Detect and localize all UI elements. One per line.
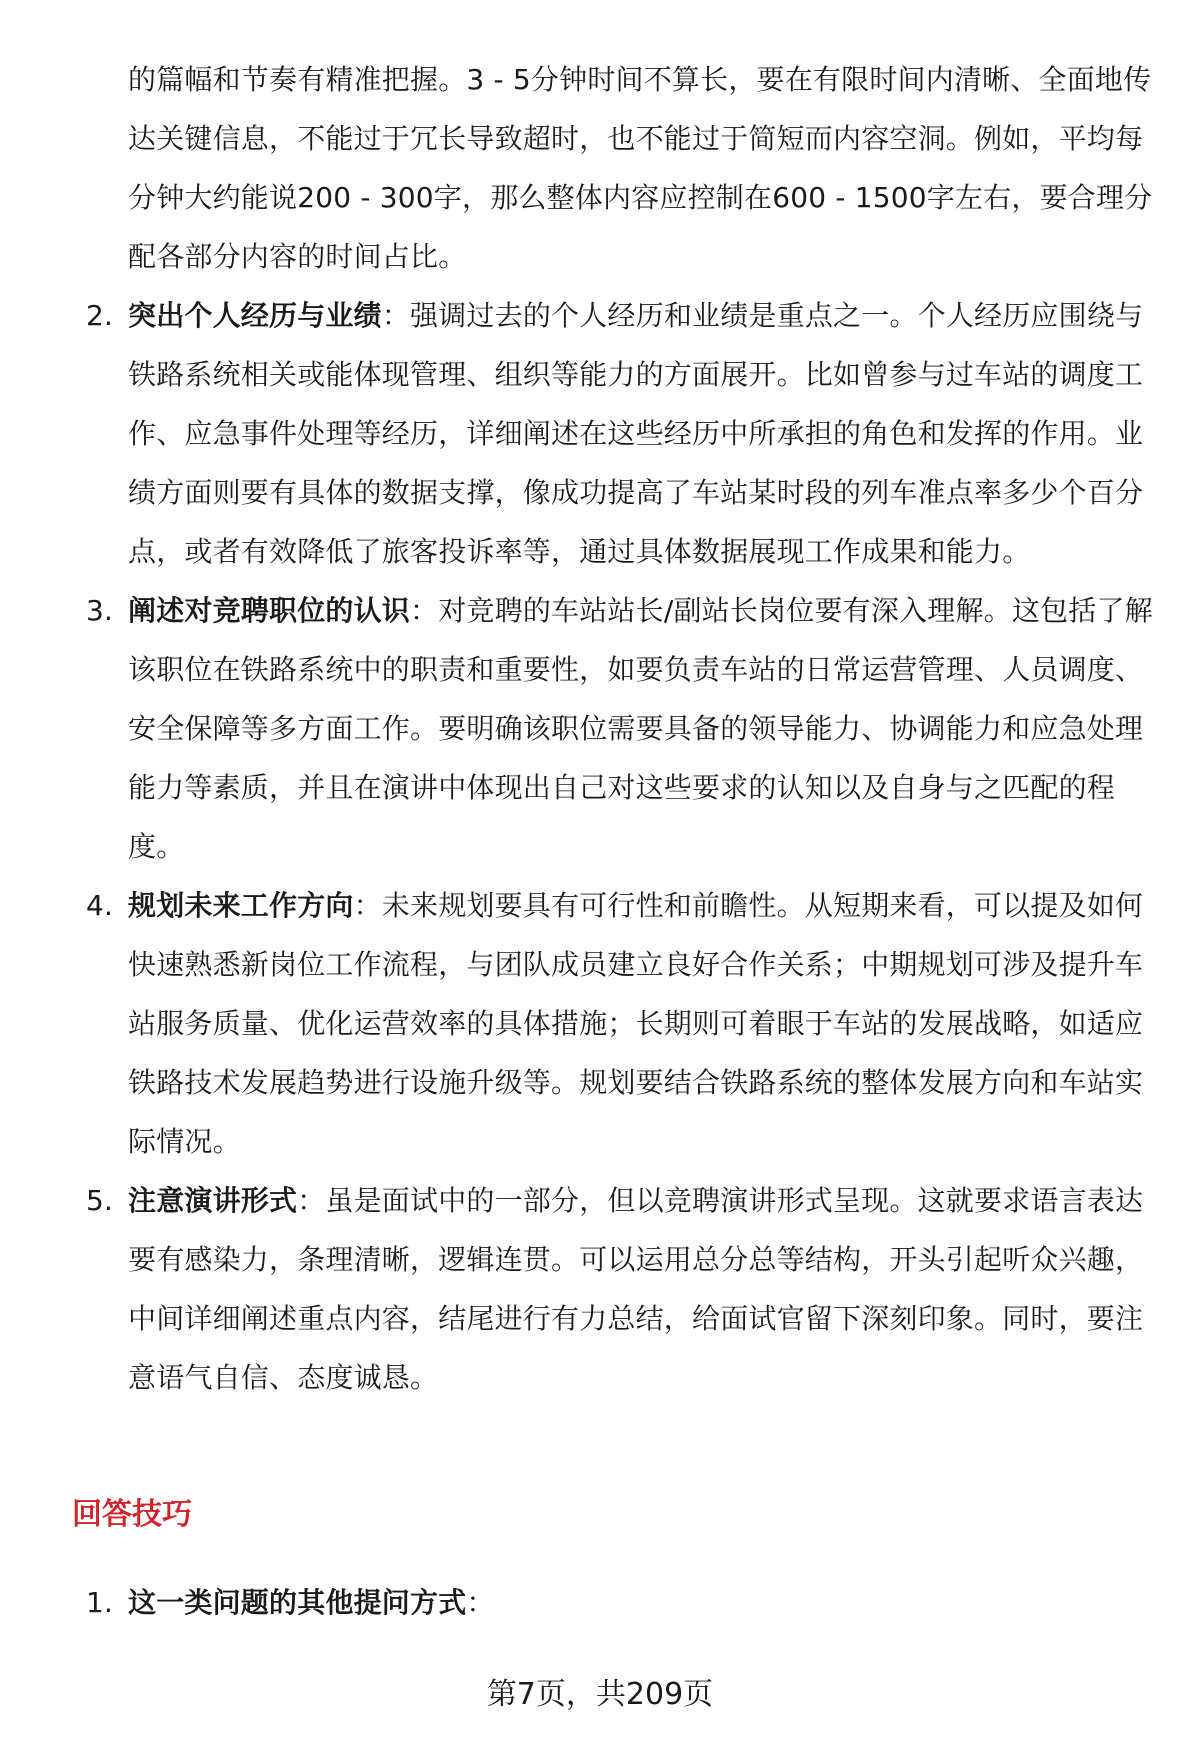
list-term: 这一类问题的其他提问方式: [128, 1586, 467, 1619]
list-term: 规划未来工作方向: [128, 889, 354, 922]
intro-paragraph: 的篇幅和节奏有精准把握。3 - 5分钟时间不算长，要在有限时间内清晰、全面地传达关键信息，不能过于冗长导致超时，也不能过于简短而内容空洞。例如，平均每分钟大约能说200 - 300字，那么整体内容应控制在600 - 1500字左右，要合理分配各部分内容的时间占比。: [128, 63, 1153, 273]
list-text: ：: [466, 1586, 495, 1619]
list-text: ：未来规划要具有可行性和前瞻性。从短期来看，可以提及如何快速熟悉新岗位工作流程，与团队成员建立良好合作关系；中期规划可涉及提升车站服务质量、优化运营效率的具体措施；长期则可着眼于车站的发展战略，如适应铁路技术发展趋势进行设施升级等。规划要结合铁路系统的整体发展方向和车站实际情况。: [128, 889, 1144, 1158]
list-number: 3.: [86, 594, 114, 627]
section-heading: 回答技巧: [72, 1497, 192, 1532]
list-text: ：虽是面试中的一部分，但以竞聘演讲形式呈现。这就要求语言表达要有感染力，条理清晰，逻辑连贯。可以运用总分总等结构，开头引起听众兴趣，中间详细阐述重点内容，结尾进行有力总结，给面试官留下深刻印象。同时，要注意语气自信、态度诚恳。: [128, 1184, 1144, 1394]
list-text: ：强调过去的个人经历和业绩是重点之一。个人经历应围绕与铁路系统相关或能体现管理、组织等能力的方面展开。比如曾参与过车站的调度工作、应急事件处理等经历，详细阐述在这些经历中所承担的角色和发挥的作用。业绩方面则要有具体的数据支撑，像成功提高了车站某时段的列车准点率多少个百分点，或者有效降低了旅客投诉率等，通过具体数据展现工作成果和能力。: [128, 299, 1144, 568]
list-item: [72, 1573, 1162, 1632]
page-footer: 第7页，共209页: [486, 1677, 714, 1712]
list-number: 2.: [86, 299, 114, 332]
list-item: [72, 1171, 1162, 1407]
list-text: ：对竞聘的车站站长/副站长岗位要有深入理解。这包括了解该职位在铁路系统中的职责和重要性，如要负责车站的日常运营管理、人员调度、安全保障等多方面工作。要明确该职位需要具备的领导能力、协调能力和应急处理能力等素质，并且在演讲中体现出自己对这些要求的认知以及自身与之匹配的程度。: [128, 594, 1153, 863]
list-item: [72, 876, 1162, 1171]
list-term: 注意演讲形式: [128, 1184, 298, 1217]
list-number: 5.: [86, 1184, 114, 1217]
list-number: 1.: [86, 1586, 114, 1619]
list-term: 突出个人经历与业绩: [128, 299, 382, 332]
list-term: 阐述对竞聘职位的认识: [128, 594, 411, 627]
list-item: [72, 286, 1162, 581]
list-number: 4.: [86, 889, 114, 922]
guideline-list: [72, 286, 1162, 1407]
answer-tips-list: [72, 1573, 1162, 1632]
list-item: [72, 581, 1162, 876]
